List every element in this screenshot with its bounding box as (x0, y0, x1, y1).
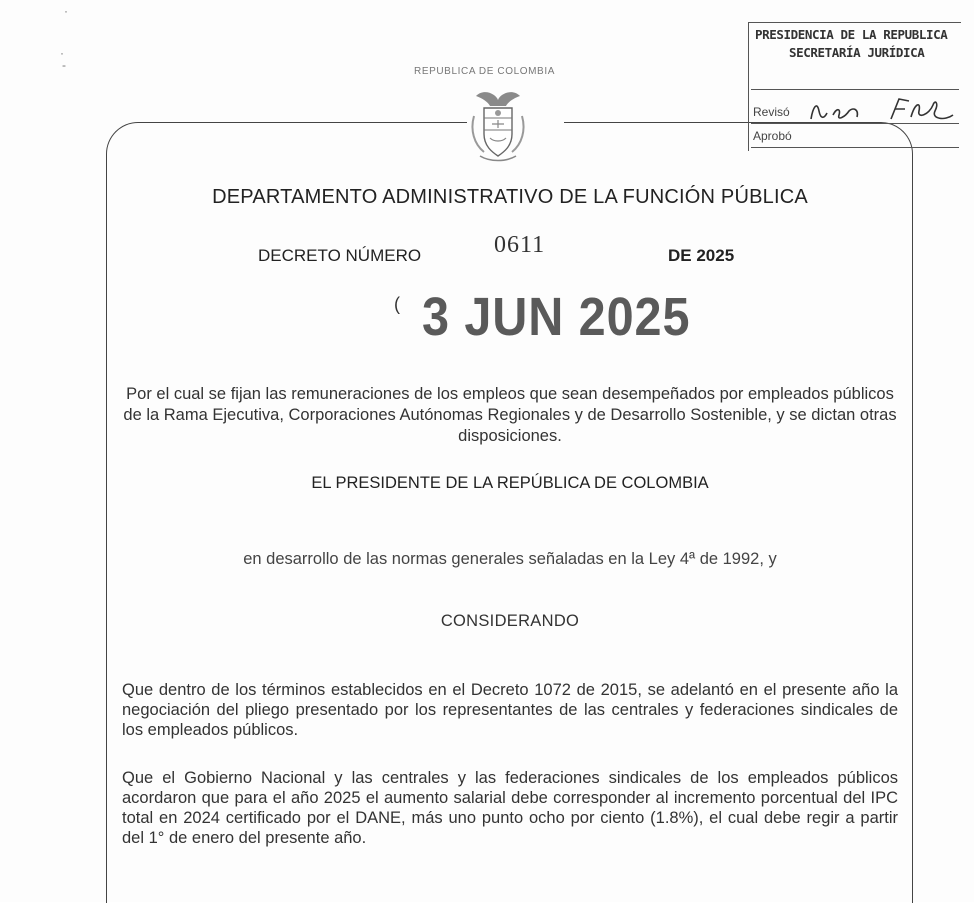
considerando-paragraph: Que dentro de los términos establecidos en el Decreto 1072 de 2015, se adelantó en el presente año la negociación del pliego presentado por los representantes de las centrales y federaciones sindicales de los empleados públicos. (122, 681, 898, 739)
coat-of-arms-icon (466, 86, 530, 166)
date-open-paren: ( (394, 294, 400, 314)
considerando-heading: CONSIDERANDO (440, 612, 580, 630)
considerando-paragraph: Que el Gobierno Nacional y las centrales y las federaciones sindicales de los empleados públicos acordaron que para el año 2025 el aumento salarial debe corresponder al incremento porcentual del IPC total en 2024 certificado por el DANE, más uno punto ocho por ciento (1.8%), el cual debe regir a partir del 1° de enero del presente año. (122, 769, 898, 847)
stamp-reviewed-label: Revisó (753, 105, 790, 119)
decree-date-stamp: 3 JUN 2025 (422, 287, 691, 347)
legal-basis: en desarrollo de las normas generales señaladas en la Ley 4ª de 1992, y (243, 550, 777, 568)
document-page: PRESIDENCIA DE LA REPUBLICA SECRETARÍA JURÍDICA Revisó Aprobó · · - REPUBLICA DE COLOMBIA DEPARTAMENTO ADMINISTRATIVO DE LA FUNCIÓN PÚBLICA DECRETO NÚMERO 0611 DE 2025 ( 3 JUN 2025 Por el cual se fijan las remuneraciones de los empleos que sean desempeñados por empleados públicos de la Rama Ejecutiva, Corporaciones Autónomas Regionales y de Desarrollo Sostenible, y se dictan otras disposiciones. EL PRESIDENTE DE LA REPÚBLICA DE COLOMBIA en desarrollo de las normas generales señaladas en la Ley 4ª de 1992, y CONSIDERANDO Que dentro de los términos establecidos en el Decreto 1072 de 2015, se adelantó en el presente año la negociación del pliego presentado por los representantes de las centrales y federaciones sindicales de los empleados públicos. Que el Gobierno Nacional y las centrales y las federaciones sindicales de los empleados públicos acordaron que para el año 2025 el aumento salarial debe corresponder al incremento porcentual del IPC total en 2024 certificado por el DANE, más uno punto ocho por ciento (1.8%), el cual debe regir a partir del 1° de enero del presente año. (0, 0, 974, 902)
decree-number-label: DECRETO NÚMERO (258, 246, 422, 265)
stamp-department: SECRETARÍA JURÍDICA (789, 45, 925, 60)
department-heading: DEPARTAMENTO ADMINISTRATIVO DE LA FUNCIÓN PÚBLICA (212, 186, 808, 208)
stamp-office: PRESIDENCIA DE LA REPUBLICA (755, 27, 948, 42)
approval-stamp (748, 22, 961, 151)
republica-label: REPUBLICA DE COLOMBIA (414, 66, 555, 77)
president-heading: EL PRESIDENTE DE LA REPÚBLICA DE COLOMBIA (311, 474, 709, 492)
decree-year-label: DE 2025 (668, 246, 735, 265)
decree-number: 0611 (494, 232, 546, 258)
stamp-approved-label: Aprobó (753, 129, 792, 143)
decree-epigraph: Por el cual se fijan las remuneraciones de los empleos que sean desempeñados por empleados públicos de la Rama Ejecutiva, Corporaciones Autónomas Regionales y de Desarrollo Sostenible, y se dictan otras disposiciones. (123, 385, 897, 445)
stamp-divider (751, 89, 959, 90)
signature-icon (807, 93, 957, 127)
stamp-divider (751, 147, 959, 148)
stamp-divider (751, 123, 959, 124)
